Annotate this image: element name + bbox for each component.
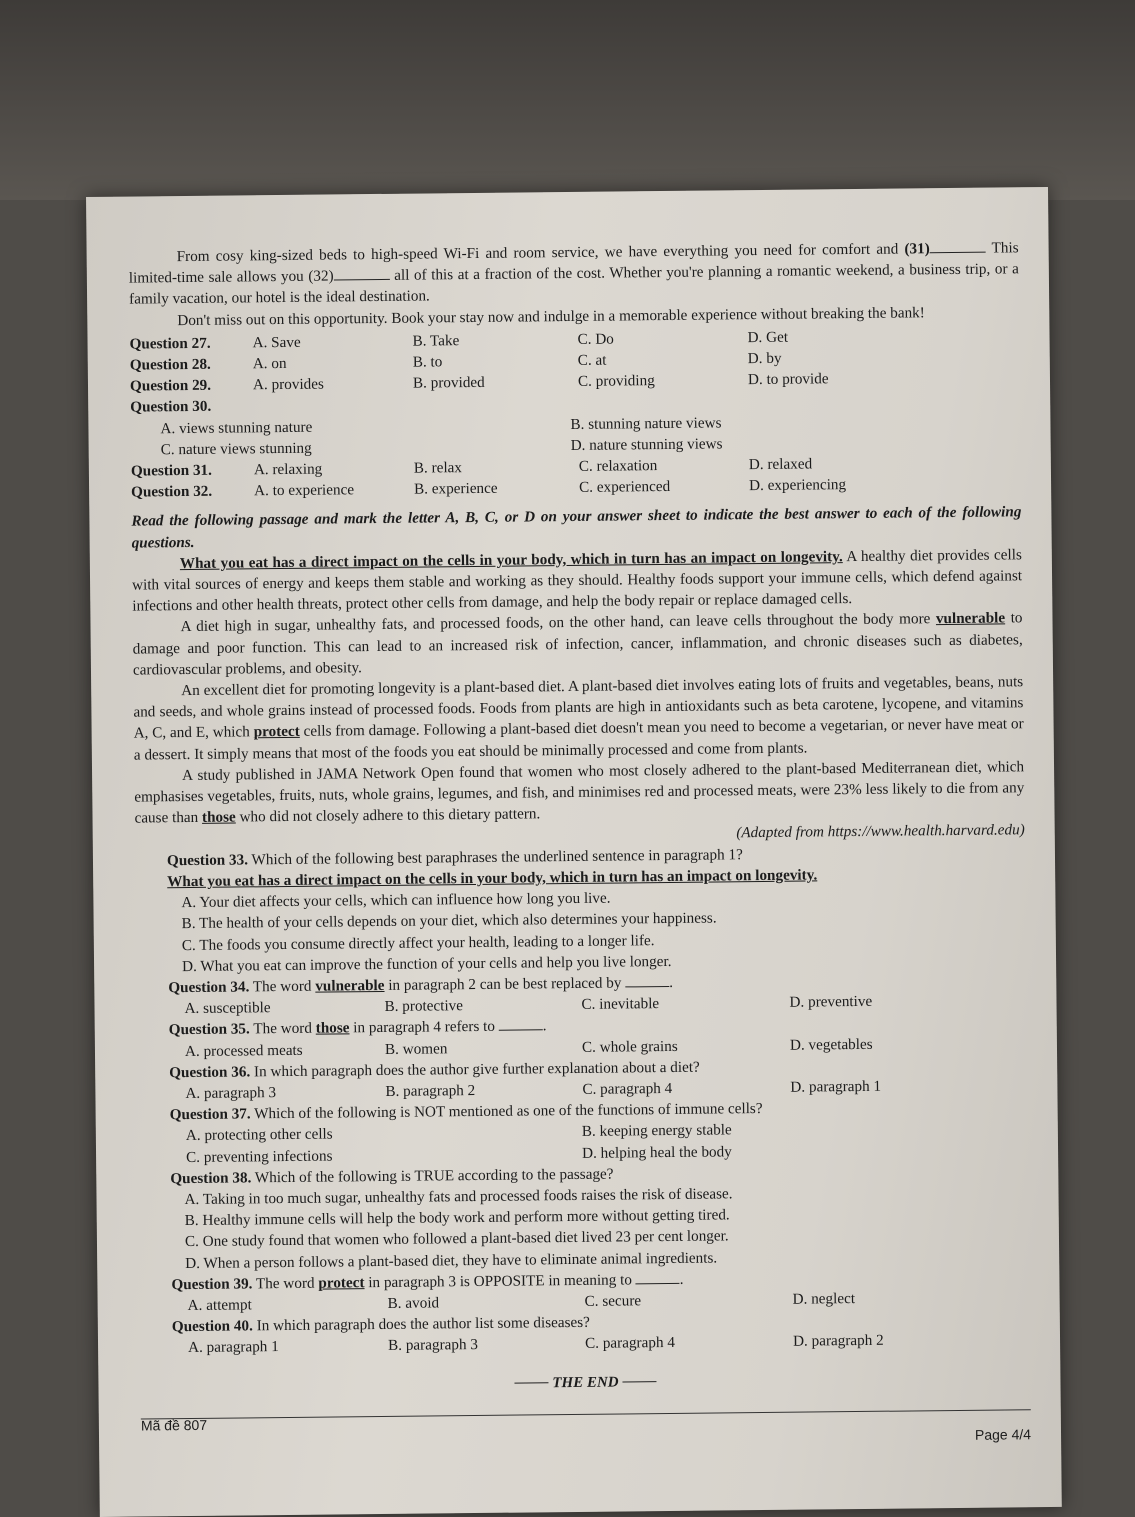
page-number: Page 4/4	[974, 1425, 1032, 1443]
question-33: Question 33. Which of the following best paraphrases the underlined sentence in paragraph 1? What you eat has a direct impact on the cells in your body, which in turn has an impact on longevity. A. Your diet affects your cells, which can influence how long you live. B. The health of your cells depends on your diet, which also determines your happiness. C. The foods you consume directly affect your health, leading to a longer life. D. What you eat can improve the function of your cells and help you live longer.	[167, 841, 1026, 977]
exam-code: Mã đề 807	[140, 1416, 208, 1434]
cloze-questions	[129, 324, 1021, 503]
question-37: Question 37. Which of the following is NOT mentioned as one of the functions of immune cells? A. protecting other cells B. keeping energy stable C. preventing infections D. helping heal the body	[169, 1100, 763, 1166]
background	[0, 0, 1135, 200]
gap-31-label: (31)	[904, 240, 930, 258]
question-35: Question 35. The word those in paragraph 4 refers to . A. processed meats B. women C. whole grains D. vegetables	[168, 1017, 873, 1060]
question-31: Question 31. A. relaxing B. relax C. relaxation D. relaxed	[130, 455, 813, 480]
question-40: Question 40. In which paragraph does the author list some diseases? A. paragraph 1 B. paragraph 3 C. paragraph 4 D. paragraph 2	[171, 1313, 884, 1357]
passage-source: (Adapted from https://www.health.harvard.edu)	[736, 821, 1025, 842]
question-28: Question 28. A. on B. to C. at D. by	[129, 349, 782, 374]
question-32: Question 32. A. to experience B. experience C. experienced D. experiencing	[131, 476, 847, 501]
reading-instruction: Read the following passage and mark the letter A, B, C, or D on your answer sheet to indicate the best answer to each of the following questions.	[131, 503, 1022, 552]
intro-paragraph-2: Don't miss out on this opportunity. Book your stay now and indulge in a memorable experience without breaking the bank!	[177, 303, 925, 329]
end-marker: THE END	[140, 1368, 1030, 1399]
question-27: Question 27. A. Save B. Take C. Do D. Get	[129, 328, 789, 353]
underlined-word-protect: protect	[253, 723, 300, 741]
question-39: Question 39. The word protect in paragraph 3 is OPPOSITE in meaning to . A. attempt B. avoid C. secure D. neglect	[171, 1270, 856, 1314]
gap-31-blank	[930, 239, 986, 254]
intro-text: This limited-time sale allows you (32)	[128, 239, 1019, 287]
underlined-sentence: What you eat has a direct impact on the cells in your body, which in turn has an impact on longevity.	[179, 547, 843, 572]
question-29: Question 29. A. provides B. provided C. providing D. to provide	[129, 370, 829, 395]
exam-page	[86, 187, 1062, 1517]
question-33-sentence: What you eat has a direct impact on the cells in your body, which in turn has an impact on longevity.	[167, 866, 818, 891]
question-36: Question 36. In which paragraph does the author give further explanation about a diet? A. paragraph 3 B. paragraph 2 C. paragraph 4 D. paragraph 1	[169, 1058, 882, 1102]
intro-paragraph-1	[129, 237, 1020, 310]
underlined-word-those: those	[201, 808, 236, 827]
question-30: Question 30.	[130, 398, 212, 417]
gap-32-blank	[334, 266, 390, 281]
passage-paragraph-2: A diet high in sugar, unhealthy fats, and processed foods, on the other hand, can leave cells throughout the body more vulnerable to damage and poor function. This can lead to an increased risk of infection, cancer, inflammation, and chronic diseases such as diabetes, cardiovascular problems, and obesity.	[132, 609, 1023, 679]
question-30-options-cd: C. nature views stunning D. nature stunning views	[160, 435, 723, 459]
intro-text: From cosy king-sized beds to high-speed Wi-Fi and room service, we have everything you need for comfort and	[176, 240, 899, 266]
question-34: Question 34. The word vulnerable in paragraph 2 can be best replaced by . A. susceptible B. protective C. inevitable D. preventive	[168, 973, 873, 1018]
reading-passage	[132, 544, 1025, 850]
question-30-options-ab: A. views stunning nature B. stunning nature views	[160, 414, 722, 437]
passage-paragraph-4: A study published in JAMA Network Open found that women who most closely adhered to the plant-based Mediterranean diet, which emphasises vegetables, fruits, nuts, whole grains, legumes, and fish, and minimises red and processed meats, were 23% less likely to die from any cause than those who did not closely adhere to this dietary pattern.	[134, 758, 1025, 827]
reading-questions	[135, 841, 1030, 1359]
passage-paragraph-1: What you eat has a direct impact on the cells in your body, which in turn has an impact on longevity. A healthy diet provides cells with vital sources of energy and keeps them stable and working as they should. Healthy foods support your immune cells, which defend against infections and other health threats, protect other cells from damage, and help the body repair or replace damaged cells.	[132, 546, 1023, 615]
passage-paragraph-3: An excellent diet for promoting longevity is a plant-based diet. A plant-based diet involves eating lots of fruits and vegetables, beans, nuts and seeds, and whole grains instead of processed foods. Foods from plants are high in antioxidants such as beta carotene, lycopene, and vitamins A, C, and E, which protect cells from damage. Following a plant-based diet doesn't mean you need to become a vegetarian, or never have meat or a dessert. It simply means that most of the foods you eat should be minimally processed and come from plants.	[133, 673, 1024, 764]
question-38: Question 38. Which of the following is TRUE according to the passage? A. Taking in too much sugar, unhealthy fats and processed foods raises the risk of disease. B. Healthy immune cells will help the body work and perform more without getting tired. C. One study found that women who followed a plant-based diet lived 23 per cent longer. D. When a person follows a plant-based diet, they have to eliminate animal ingredients.	[170, 1165, 733, 1272]
intro-text: all of this at a fraction of the cost. Whether you're planning a romantic weekend, a business trip, or a family vacation, our hotel is the ideal destination.	[129, 260, 1019, 308]
underlined-word-vulnerable: vulnerable	[935, 609, 1006, 628]
